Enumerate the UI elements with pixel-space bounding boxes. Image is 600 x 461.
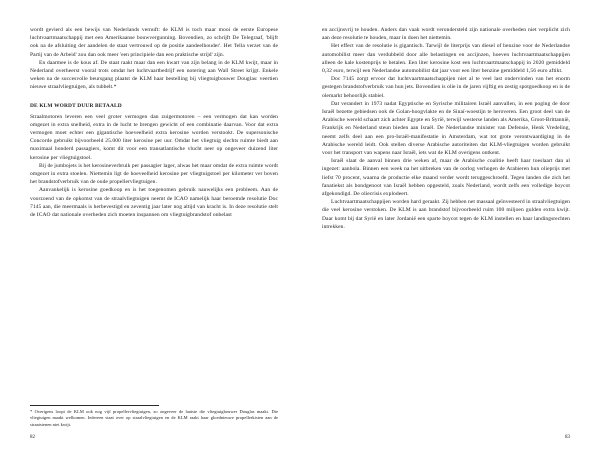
footnote-divider	[30, 405, 159, 406]
paragraph: Luchtvaartmaatschappijen worden hard geraakt. Zij hebben net massaal geïnvesteerd in straalvliegtuigen die veel kerosine verstoken. De KLM is aan brandstof bijvoorbeeld ruim 100 miljoen gulden extra kwijt. Daar komt bij dat Syrië en later Jordanië een sparte boycot tegen de KLM instellen en haar landingsrechten intrekken.	[322, 199, 570, 230]
page-number: 82	[30, 435, 35, 440]
paragraph: wordt gevierd als een bewijs van Nederlands vernuft: de KLM is toch maar mooi de eerste Europese luchtvaartmaatschappij met een Amerikaanse bouwvergunning. Bovendien, zo schrijft De Telegraaf, 'blijft ook na de afsluiting der aandelen de staat vertrouwd op de positie aandeelhouder'. Het 'fella verzet van de Partij van de Arbeid' zou dan ook meer 'een principiele dan een praktische strijd' zijn.	[30, 27, 278, 58]
folio-row-left	[30, 434, 278, 441]
page-right	[300, 0, 600, 461]
page-left-text-column	[30, 26, 278, 399]
footnote-text: * Overigens loopt de KLM ook nog vijf propellervliegtuigen, zo ongeveer de laatste die vliegtuigbouwer Douglas maakt. Die vliegtuigen maakt welkomen. Iedereen staat over op straalvliegtuigen en de KLM raakt haar gloednieuwe propellerkisten aan de straatstenen niet kwijt.	[30, 408, 278, 427]
folio-row-right	[322, 434, 570, 441]
paragraph: en accijnsvrij te houden. Anders dan vaak wordt verondersteld zijn nationale overheden niet verplicht zich aan deze resolutie te houden, maar in doen het niettemin.	[322, 27, 570, 42]
paragraph: Aanvankelijk is kerosine goedkoop en is het toegenomen gebruik nauwelijks een probleem. Aan de voorzoend van de opkomst van de straalvliegtuigen neemt de ICAO namelijk haar beroemde resolutie Doc 7145 aan, die meermaals is herbevestigd en zeventig jaar later nog altijd van kracht is. In deze resolutie stelt de ICAO dat nationale overheden zich moeten inspannen om vliegtuigbrandstof onbelast	[30, 187, 278, 219]
paragraph: Het effect van de resolutie is gigantisch. Tarwijl de literprijs van diesel of benzine voor de Nederlandse automobilist meer dan verdubbeld door alle belastingen en accijnzen, hoeven luchtvaartmaatschappijen alleen de kale kostenprijs te betalen. Een liter kerosine kost een luchtvaartmaatschappij in 2020 gemiddeld 0,32 euro, terwijl een Nederlandse automobilist dat jaar voor een liter benzine gemiddeld 1,56 euro aftikt.	[322, 43, 570, 75]
page-number: 83	[565, 435, 570, 440]
paragraph: Straalmotoren leveren een veel groter vermogen dan zuigermotoren – een vermogen dat kan worden omgezet in extra snelheid, extra in de lucht te brengen gewicht of een combinatie daarvan. Voor dat extra vermogen moet echter een gigantische hoeveelheid extra kerosine worden verstookt. De supersonische Concorde gebruikt bijvoorbeeld 25.000 liter kerosine per uur. Omdat het vliegtuig slechts ruimte biedt aan maximaal honderd passagiers, komt dit voor een transatlantische vlucht neer op ongeveer duizend liter kerosine per vliegtuigstoel.	[30, 113, 278, 161]
page-right-text-column	[322, 26, 570, 428]
paragraph: Doc 7145 zorgt ervoor dat luchtvaartmaatschappijen niet al te veel last ondervinden van het enorm gestegen brandstofverbruik van hun jets. Bovendien is olie in de jaren vijftig en zestig spotgoedkoop en is de olemarkt behoorlijk stabiel.	[322, 76, 570, 99]
paragraph: Dat verandert in 1973 nadat Egyptische en Syrische militairen Israël aanvallen, in een poging de door Israël bezette gebiedsen ook de Golan-hoogvlakte en de Sinaï-woestijn te heroveren. Een groot deel van de Arabische wereld schaart zich achter Egypte en Syrië, terwijl westerse landen als Amerika, Groot-Brittannië, Frankrijk en Nederland steun bieden aan Israël. De Nederlandse minister van Defensie, Henk Vredeling, neemt zelfs deel aan een pro-Israël-manifestatie in Amsterdam, wat tot grote verontwaardiging in de Arabische wereld leidt. Ook stellen diverse Arabische autoriteiten dat KLM-vliegtuigen worden gebruikt voor het transport van wapens naar Israël, iets wat de KLM overigens ontkent.	[322, 100, 570, 157]
section-heading: DE KLM WORDT DUUR BETAALD	[30, 102, 122, 109]
paragraph: Israël slaat de aanval binnen drie weken af, maar de Arabische coalitie heeft haar toeslaart dan al ingezet: aanbola. Binnen een week na het uitbreken van de oorlog verhogen de Arabieren hun olieprijs met liefst 70 procent, waarna de productie elke maand verder wordt teruggeschroefd. Tegen landen die zich het fanatiekst als bondgenoot van Israël hebben opgesteld, zoals Nederland, wordt zelfs een volledige boycot afgekondigd. De oliecrisis explodeert.	[322, 158, 570, 198]
paragraph: En daarmee is de kous af. De staat raakt maar dan een kwart van zijn belang in de KLM kwijt, maar in Nederland overheerst vooral trots omdat het luchtvaartbedrijf een notering aan Wall Street krijgt. Enkele weken na de succesvolle beursgang plaatst de KLM haar bestelling bij vliegtuigbouwer Douglas: veertien nieuwe straalvliegtuigen, als tubbelt.*	[30, 59, 278, 91]
footnote-block	[30, 399, 278, 428]
paragraph: Bij de jumbojets is het kerosineverbruik per passagier lager, alwas het maar omdat de extra ruimte wordt omgezet in extra stoelen. Niettemin ligt de hoeveelheid kerosine per vliegtuigstoel per kilometer ver boven het brandstofverbruik van de oude propellervliegtuigen.	[30, 162, 278, 186]
